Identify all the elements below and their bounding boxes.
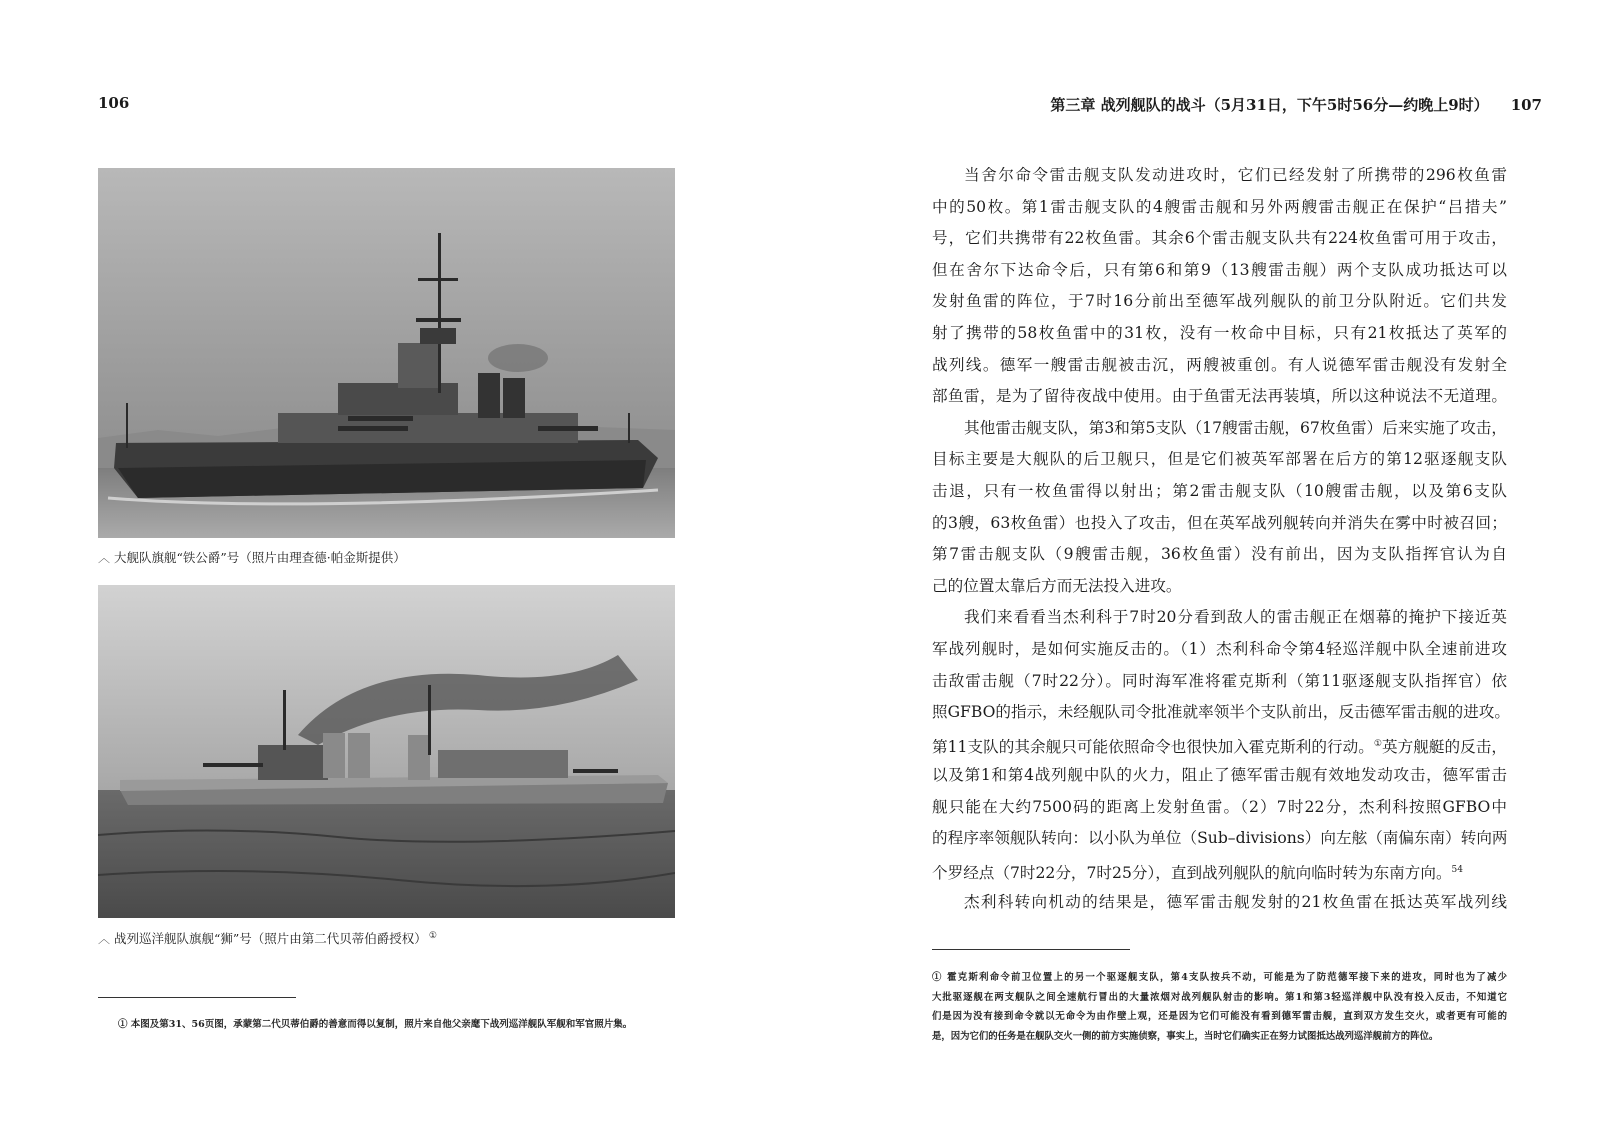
footnote-line: 大批驱逐舰在两支舰队之间全速航行冒出的大量浓烟对战列舰队射击的影响。第1和第3轻巡洋舰中队没有投入反击，不知道它 xyxy=(932,991,1507,1003)
body-line-text: 个罗经点（7时22分，7时25分），直到战列舰队的航向临时转为东南方向。 xyxy=(932,864,1452,883)
running-head xyxy=(1050,94,1542,115)
body-line-tail: 英方舰艇的反击， xyxy=(1381,737,1507,756)
body-line: 射了携带的58枚鱼雷中的31枚，没有一枚命中目标，只有21枚抵达了英军的 xyxy=(932,323,1507,342)
body-line: 的3艘，63枚鱼雷）也投入了攻击，但在英军战列舰转向并消失在雾中时被召回； xyxy=(932,513,1507,532)
body-line: 军战列舰时，是如何实施反击的。（1）杰利科命令第4轻巡洋舰中队全速前进攻 xyxy=(932,639,1507,658)
body-line: 号，它们共携带有22枚鱼雷。其余6个雷击舰支队共有224枚鱼雷可用于攻击， xyxy=(932,229,1507,248)
caption-text: 战列巡洋舰队旗舰“狮”号（照片由第二代贝蒂伯爵授权） xyxy=(114,931,427,946)
body-line-with-note xyxy=(932,729,1507,761)
caption-text: 大舰队旗舰“铁公爵”号（照片由理查德·帕金斯提供） xyxy=(114,550,406,565)
body-line: 的程序率领舰队转向：以小队为单位（Sub–divisions）向左舷（南偏东南）转向两 xyxy=(932,829,1508,848)
caption-marker: ︿ xyxy=(98,551,111,565)
body-line-with-note xyxy=(932,855,1507,887)
photo-lion xyxy=(98,585,675,918)
battleship-photo-illustration xyxy=(98,168,675,538)
footnote-left: ① 本图及第31、56页图，承蒙第二代贝蒂伯爵的善意而得以复制，照片来自他父亲麾下战列巡洋舰队军舰和军官照片集。 xyxy=(118,1019,633,1030)
photo-caption-iron-duke xyxy=(98,548,698,566)
body-line: 己的位置太靠后方而无法投入进攻。 xyxy=(932,576,1182,595)
caption-note-marker: ① xyxy=(428,930,437,941)
body-line: 第7雷击舰支队（9艘雷击舰，36枚鱼雷）没有前出，因为支队指挥官认为自 xyxy=(932,545,1507,564)
body-line: 目标主要是大舰队的后卫舰只，但是它们被英军部署在后方的第12驱逐舰支队 xyxy=(932,450,1507,469)
footnote-line: ① 霍克斯利命令前卫位置上的另一个驱逐舰支队，第4支队按兵不动，可能是为了防范德军接下来的进攻，同时也为了减少 xyxy=(932,972,1507,983)
body-line: 战列线。德军一艘雷击舰被击沉，两艘被重创。有人说德军雷击舰没有发射全 xyxy=(932,355,1507,374)
body-line: 部鱼雷，是为了留待夜战中使用。由于鱼雷无法再装填，所以这种说法不无道理。 xyxy=(932,387,1507,406)
footnote-rule-left xyxy=(98,997,296,998)
note-marker: 54 xyxy=(1451,865,1463,876)
photo-iron-duke xyxy=(98,168,675,538)
body-line: 我们来看看当杰利科于7时20分看到敌人的雷击舰正在烟幕的掩护下接近英 xyxy=(964,608,1507,627)
footnote-line: 们是因为没有接到命令就以无命令为由作壁上观，还是因为它们可能没有看到德军雷击舰，直到双方发生交火，或者更有可能的 xyxy=(932,1011,1507,1023)
footnote-line: 是，因为它们的任务是在舰队交火一侧的前方实施侦察，事实上，当时它们确实正在努力试图抵达战列巡洋舰前方的阵位。 xyxy=(932,1030,1439,1042)
body-line: 当舍尔命令雷击舰支队发动进攻时，它们已经发射了所携带的296枚鱼雷 xyxy=(964,166,1507,184)
caption-marker: ︿ xyxy=(98,932,111,946)
body-line: 击退，只有一枚鱼雷得以射出；第2雷击舰支队（10艘雷击舰，以及第6支队 xyxy=(932,481,1507,500)
page-number-right: 107 xyxy=(1510,96,1542,114)
battlecruiser-photo-illustration xyxy=(98,585,675,918)
body-line: 中的50枚。第1雷击舰支队的4艘雷击舰和另外两艘雷击舰正在保护“吕措夫” xyxy=(932,197,1507,216)
right-page xyxy=(800,0,1600,1133)
note-marker: ① xyxy=(1373,738,1382,749)
body-text xyxy=(932,160,1510,918)
body-line: 舰只能在大约7500码的距离上发射鱼雷。（2）7时22分，杰利科按照GFBO中 xyxy=(932,797,1507,816)
body-line: 杰利科转向机动的结果是，德军雷击舰发射的21枚鱼雷在抵达英军战列线 xyxy=(964,892,1507,911)
body-line: 击敌雷击舰（7时22分）。同时海军准将霍克斯利（第11驱逐舰支队指挥官）依 xyxy=(932,671,1507,690)
body-line: 以及第1和第4战列舰中队的火力，阻止了德军雷击舰有效地发动攻击，德军雷击 xyxy=(932,766,1507,785)
body-line: 但在舍尔下达命令后，只有第6和第9（13艘雷击舰）两个支队成功抵达可以 xyxy=(932,260,1507,279)
body-line: 照GFBO的指示，未经舰队司令批准就率领半个支队前出，反击德军雷击舰的进攻。 xyxy=(932,703,1510,722)
photo-caption-lion xyxy=(98,929,698,947)
page-number-left: 106 xyxy=(98,94,130,112)
body-line-text: 第11支队的其余舰只可能依照命令也很快加入霍克斯利的行动。 xyxy=(932,737,1374,756)
footnote-rule-right xyxy=(932,949,1130,950)
chapter-title: 第三章 战列舰队的战斗（5月31日，下午5时56分—约晚上9时） xyxy=(1050,96,1489,114)
body-line: 发射鱼雷的阵位，于7时16分前出至德军战列舰队的前卫分队附近。它们共发 xyxy=(932,292,1507,311)
body-line: 其他雷击舰支队，第3和第5支队（17艘雷击舰，67枚鱼雷）后来实施了攻击， xyxy=(964,418,1507,437)
footnote-right xyxy=(932,968,1507,1046)
